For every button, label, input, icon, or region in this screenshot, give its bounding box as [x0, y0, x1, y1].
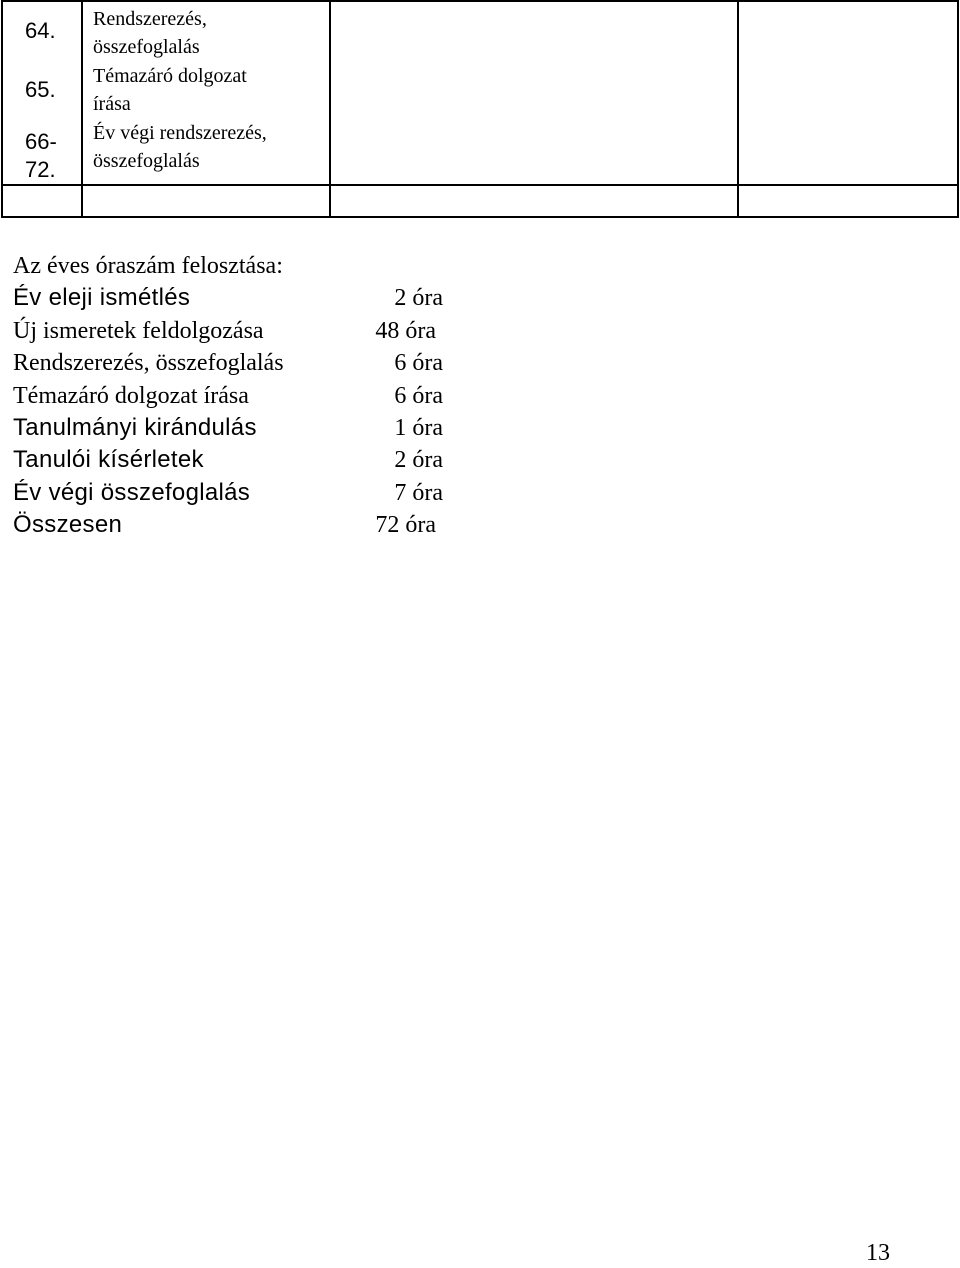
lesson-topic-line: összefoglalás [93, 150, 200, 172]
summary-hours: 72 óra [375, 512, 436, 539]
lesson-topic-line: összefoglalás [93, 36, 200, 58]
summary-hours: 2 óra [394, 285, 443, 312]
empty-cell [330, 185, 738, 217]
lesson-topic-line: írása [93, 93, 131, 115]
summary-hours: 2 óra [394, 447, 443, 474]
summary-label: Rendszerezés, összefoglalás [13, 350, 284, 377]
summary-row [13, 282, 443, 314]
lesson-topic-line: Rendszerezés, [93, 8, 207, 30]
page-number: 13 [866, 1240, 890, 1266]
empty-cell [738, 1, 958, 185]
lesson-number-cell [2, 1, 82, 185]
empty-cell [738, 185, 958, 217]
lesson-topic-cell [82, 1, 330, 185]
summary-row [13, 444, 443, 476]
summary-hours: 6 óra [394, 350, 443, 377]
lesson-number-line: 72. [25, 157, 56, 182]
summary-label: Témazáró dolgozat írása [13, 382, 249, 409]
lesson-number: 64. [25, 18, 56, 43]
summary-row [13, 477, 443, 509]
lesson-number: 65. [25, 77, 56, 102]
table-row-empty [2, 185, 958, 217]
lesson-number-line: 66- [25, 129, 57, 154]
summary-row [13, 315, 443, 347]
table-row [2, 1, 958, 185]
lesson-topic-line: Témazáró dolgozat [93, 65, 247, 87]
summary-row [13, 380, 443, 412]
summary-label: Tanulói kísérletek [13, 446, 204, 474]
summary-label: Összesen [13, 511, 123, 539]
empty-cell [330, 1, 738, 185]
lesson-topic [93, 5, 329, 62]
hours-summary [13, 250, 473, 542]
lesson-topic [93, 62, 329, 119]
summary-row [13, 347, 443, 379]
lesson-topic-line: Év végi rendszerezés, [93, 122, 267, 144]
summary-label: Tanulmányi kirándulás [13, 414, 257, 442]
summary-label: Év végi összefoglalás [13, 478, 251, 506]
lesson-plan-table [1, 0, 959, 218]
summary-hours: 7 óra [394, 479, 443, 506]
summary-title: Az éves óraszám felosztása: [13, 253, 283, 279]
lesson-topic [93, 119, 329, 176]
summary-label: Év eleji ismétlés [13, 284, 191, 312]
lesson-number [3, 116, 81, 184]
empty-cell [82, 185, 330, 217]
empty-cell [2, 185, 82, 217]
summary-hours: 48 óra [375, 317, 436, 344]
summary-row [13, 509, 443, 541]
summary-hours: 6 óra [394, 382, 443, 409]
summary-label: Új ismeretek feldolgozása [13, 317, 264, 344]
summary-row [13, 412, 443, 444]
summary-hours: 1 óra [394, 415, 443, 442]
